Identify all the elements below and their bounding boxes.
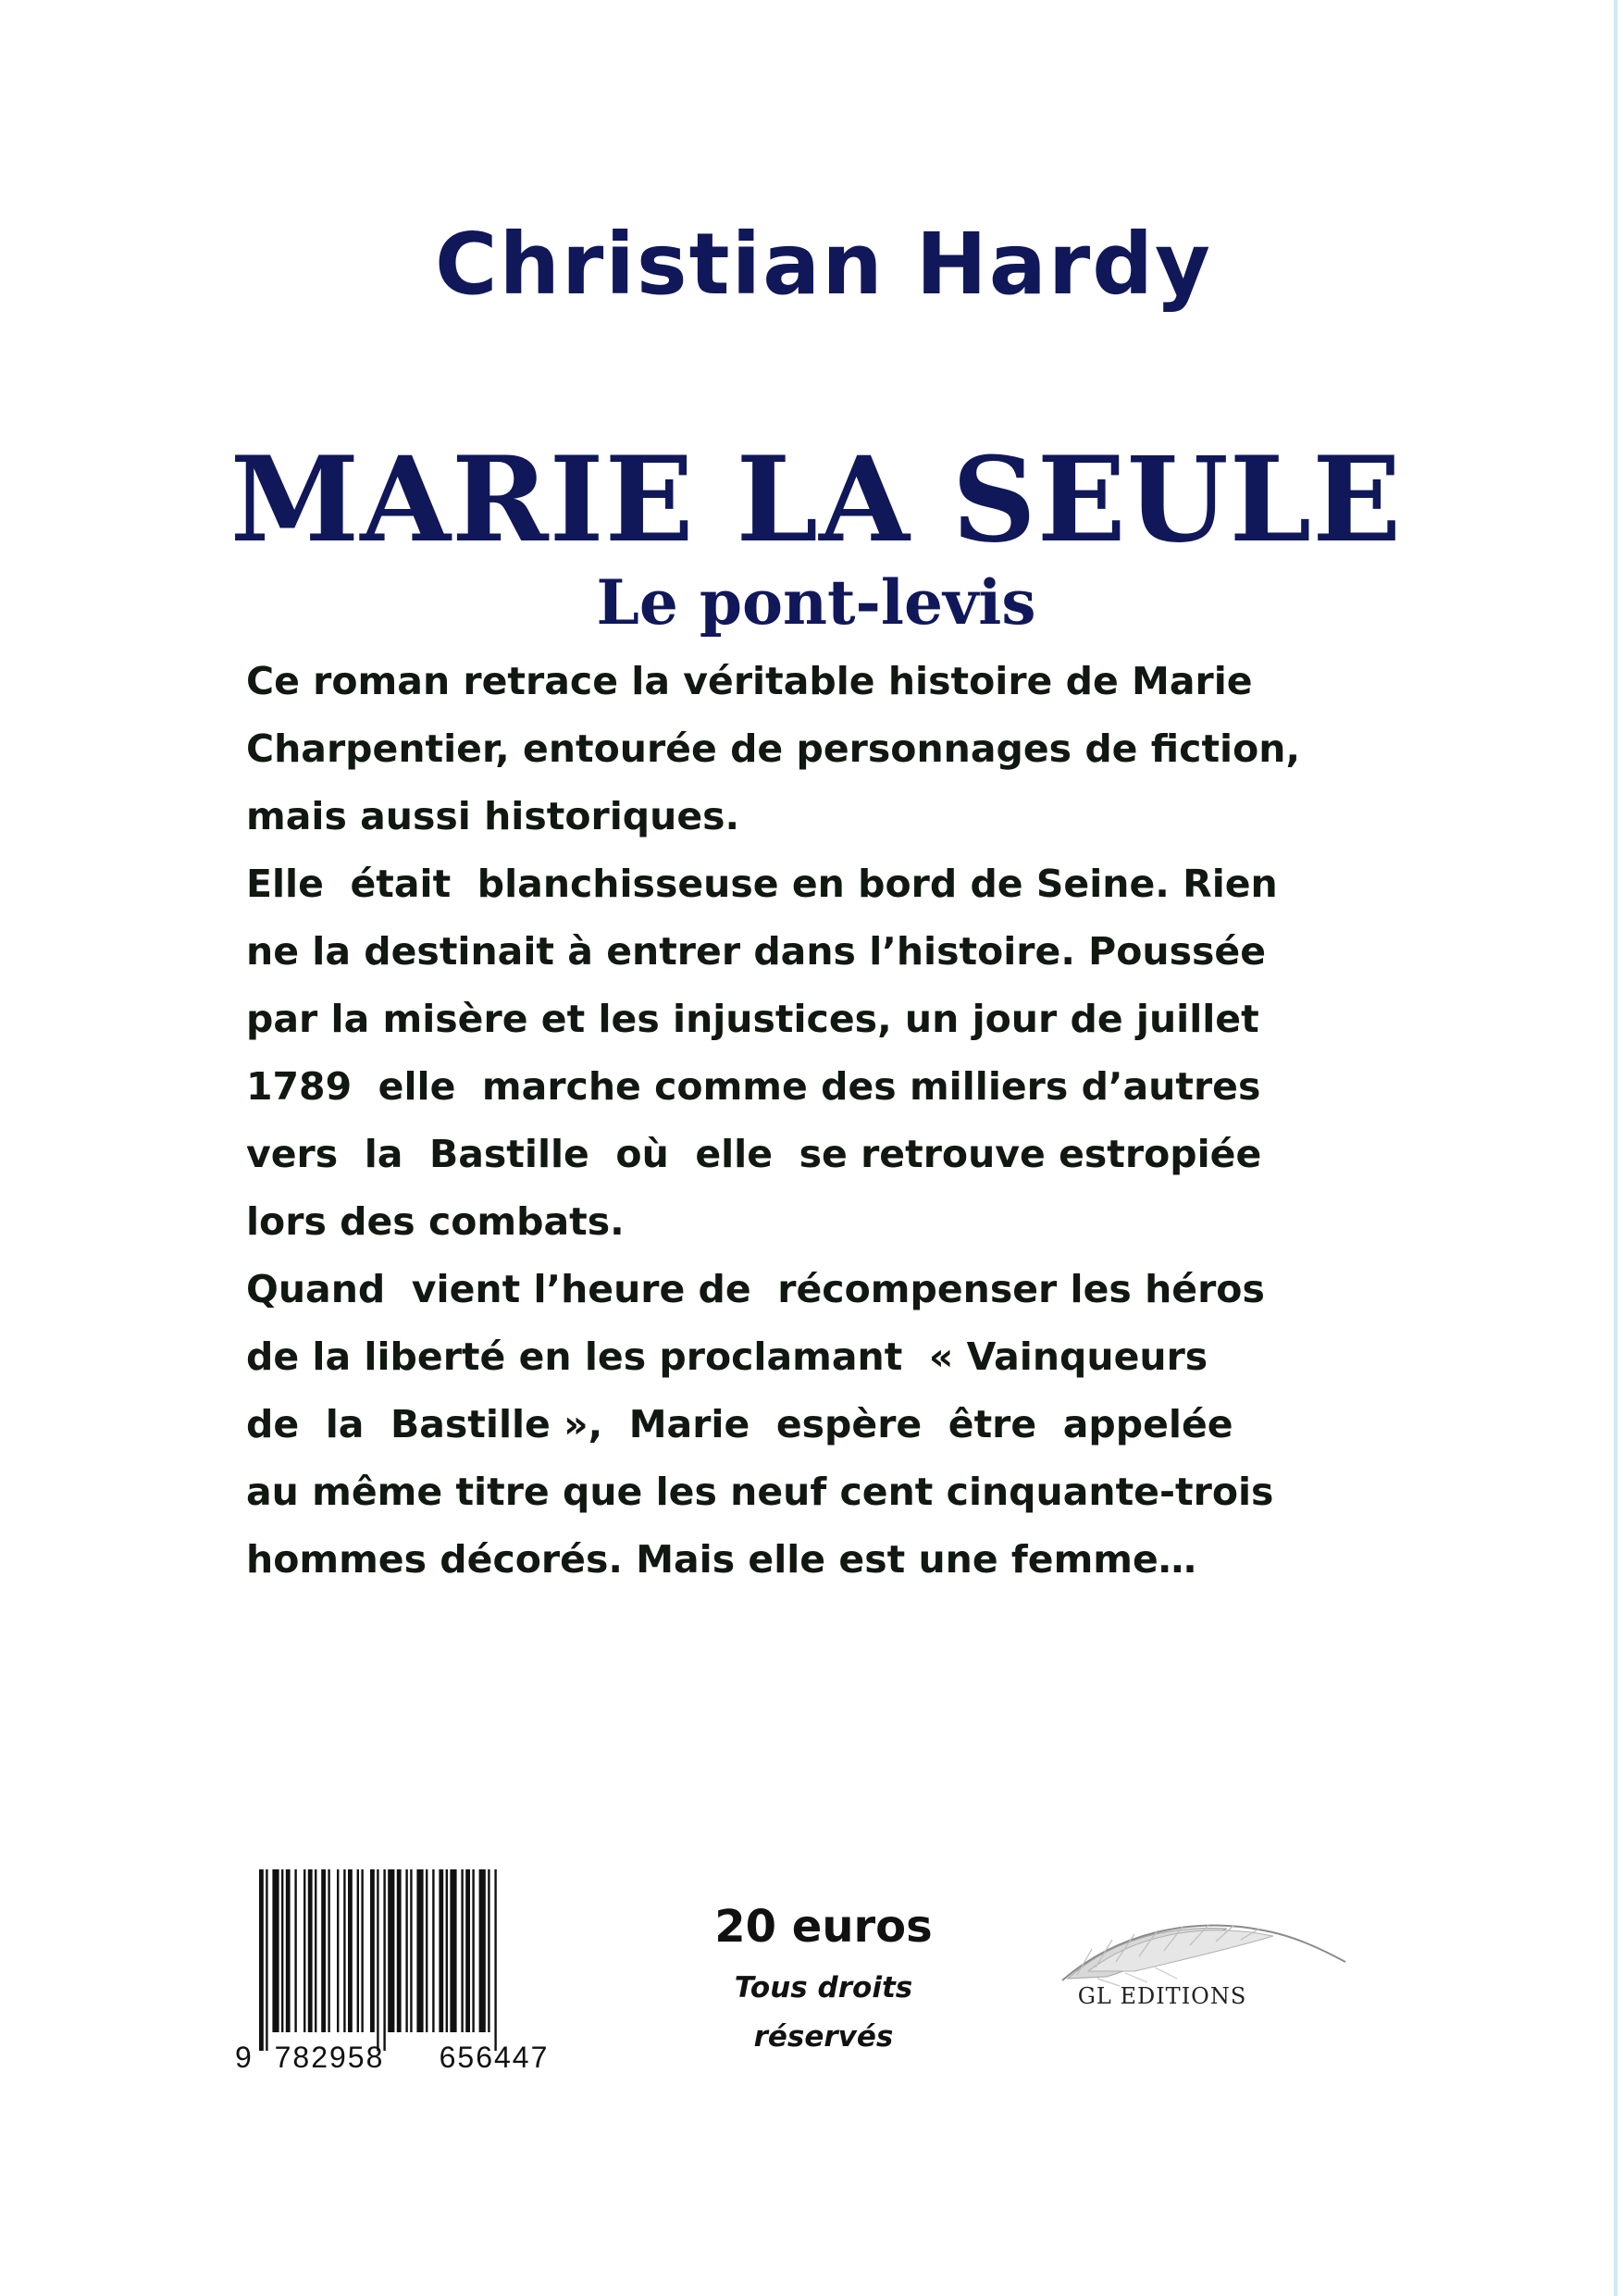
barcode-bar	[461, 1869, 463, 2032]
barcode-bar	[416, 1869, 423, 2032]
page-edge-line	[1614, 0, 1617, 2296]
barcode-bar	[397, 1869, 402, 2032]
rights-line: réservés	[753, 2020, 894, 2054]
synopsis-line: au même titre que les neuf cent cinquante-trois	[246, 1470, 1274, 1514]
barcode-bar	[266, 1869, 267, 2051]
barcode-right-digits: 656447	[439, 2041, 550, 2073]
synopsis-line: hommes décorés. Mais elle est une femme…	[246, 1537, 1196, 1582]
synopsis-line: Quand vient l’heure de récompenser les héros	[246, 1267, 1265, 1311]
barcode-bar	[321, 1869, 326, 2032]
barcode-bar	[259, 1869, 264, 2051]
barcode-left-digits: 782958	[274, 2041, 385, 2073]
barcode-bar	[465, 1869, 470, 2032]
rights-notice	[685, 1964, 962, 2062]
barcode-bar	[472, 1869, 474, 2032]
barcode-bar	[377, 1869, 378, 2051]
barcode-bar	[479, 1869, 486, 2032]
synopsis-line: 1789 elle marche comme des milliers d’autres	[246, 1064, 1261, 1109]
barcode-bar	[304, 1869, 305, 2032]
barcode-bar	[337, 1869, 339, 2032]
publisher-name: GL EDITIONS	[1077, 1983, 1247, 2009]
book-title: MARIE LA SEULE	[229, 430, 1403, 568]
book-subtitle: Le pont-levis	[596, 566, 1036, 639]
barcode-bar	[410, 1869, 412, 2032]
barcode-bar	[308, 1869, 313, 2032]
synopsis-line: Ce roman retrace la véritable histoire de Marie	[246, 659, 1253, 703]
barcode-bar	[450, 1869, 456, 2032]
barcode-bar	[286, 1869, 291, 2032]
barcode-bar	[439, 1869, 443, 2032]
barcode-bar	[405, 1869, 407, 2032]
synopsis-line: de la Bastille », Marie espère être appelée	[246, 1402, 1233, 1446]
barcode-bar	[446, 1869, 448, 2032]
barcode-bar	[426, 1869, 427, 2032]
synopsis-line: par la misère et les injustices, un jour de juillet	[246, 997, 1259, 1041]
barcode-bar	[315, 1869, 316, 2032]
isbn-barcode	[228, 1869, 594, 2073]
barcode-bar	[328, 1869, 329, 2032]
synopsis-line: mais aussi historiques.	[246, 794, 740, 838]
synopsis-line: vers la Bastille où elle se retrouve estropiée	[246, 1132, 1262, 1176]
barcode-bar	[343, 1869, 345, 2032]
synopsis-line: ne la destinait à entrer dans l’histoire. Poussée	[246, 929, 1266, 974]
synopsis-line: Elle était blanchisseuse en bord de Seine. Rien	[246, 862, 1278, 906]
synopsis-line: lors des combats.	[246, 1199, 625, 1244]
synopsis-text	[246, 648, 1412, 1594]
synopsis-line: Charpentier, entourée de personnages de fiction,	[246, 726, 1301, 771]
barcode-bar	[432, 1869, 434, 2032]
barcode-bar	[388, 1869, 394, 2032]
rights-line: Tous droits	[734, 1971, 913, 2004]
barcode-bar	[370, 1869, 375, 2032]
price-label: 20 euros	[714, 1901, 933, 1953]
barcode-bar	[294, 1869, 296, 2032]
barcode-bar	[272, 1869, 279, 2032]
author-name: Christian Hardy	[434, 214, 1213, 314]
barcode-bar	[361, 1869, 363, 2032]
barcode-bar	[281, 1869, 283, 2032]
synopsis-line: de la liberté en les proclamant « Vainqueurs	[246, 1334, 1208, 1379]
barcode-bar	[383, 1869, 385, 2051]
barcode-bar	[488, 1869, 489, 2032]
barcode-bar	[357, 1869, 359, 2032]
barcode-bar	[494, 1869, 496, 2051]
barcode-lead-digit: 9	[235, 2041, 252, 2073]
barcode-bar	[348, 1869, 353, 2032]
